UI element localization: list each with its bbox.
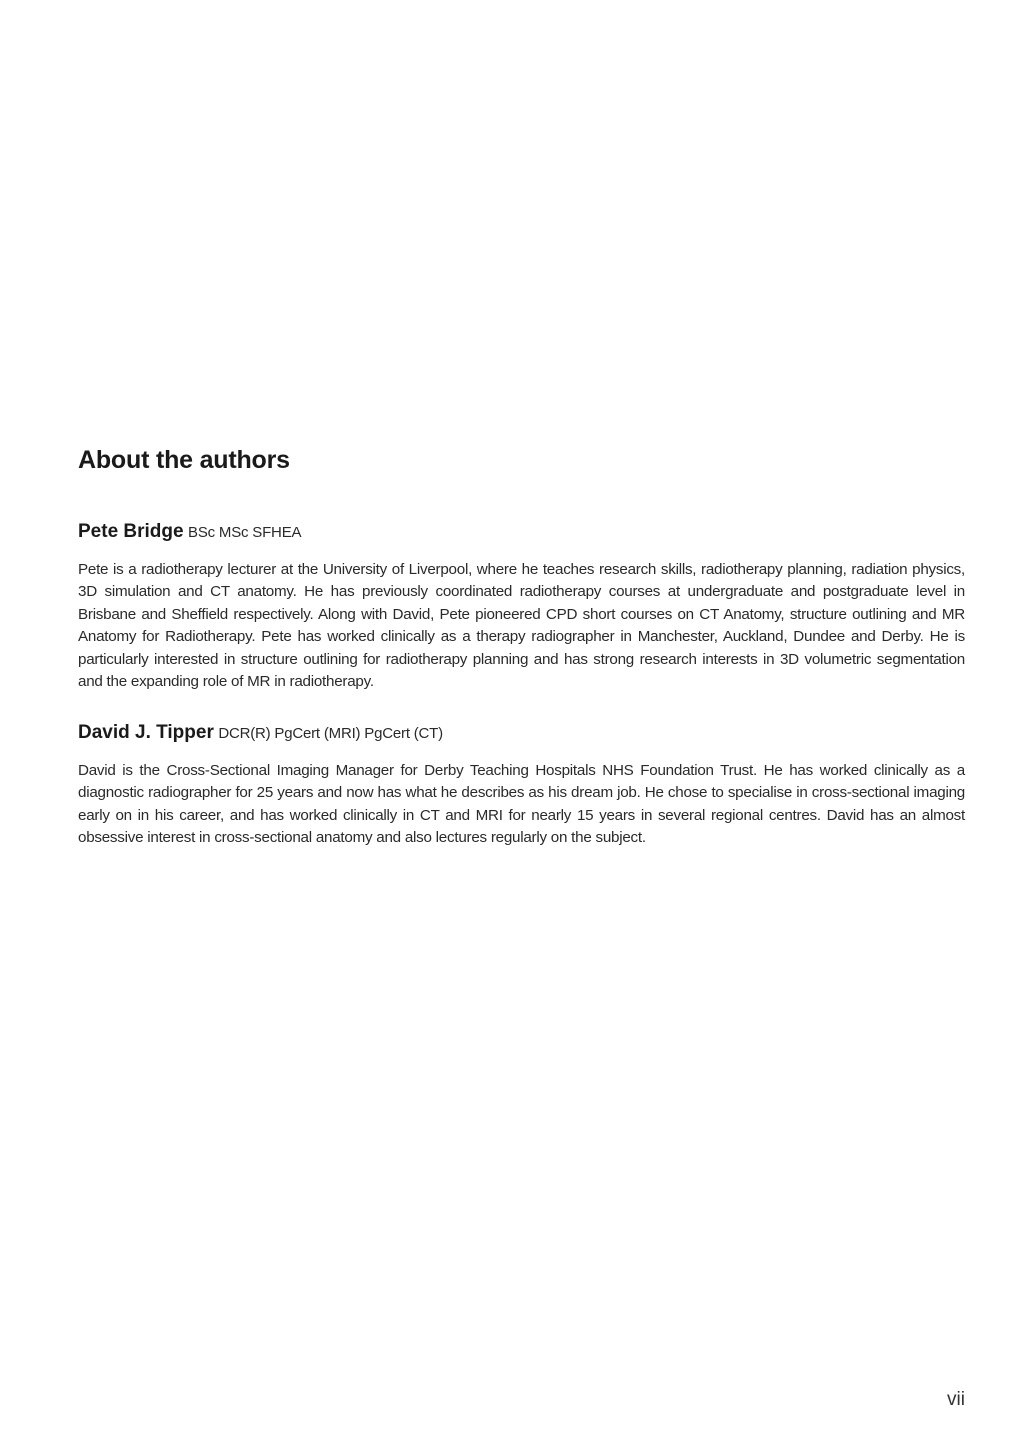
author-heading	[78, 520, 965, 545]
author-entry-david-tipper	[78, 721, 965, 850]
author-entry-pete-bridge	[78, 520, 965, 693]
author-name: Pete Bridge	[78, 521, 184, 542]
section-title: About the authors	[78, 446, 290, 474]
author-bio: Pete is a radiotherapy lecturer at the University of Liverpool, where he teaches research skills, radiotherapy planning, radiation physics, 3D simulation and CT anatomy. He has previously coordinated radiotherapy courses at undergraduate and postgraduate level in Brisbane and Sheffield respectively. Along with David, Pete pioneered CPD short courses on CT Anatomy, structure outlining and MR Anatomy for Radiotherapy. Pete has worked clinically as a therapy radiographer in Manchester, Auckland, Dundee and Derby. He is particularly interested in structure outlining for radiotherapy planning and has strong research interests in 3D volumetric segmentation and the expanding role of MR in radiotherapy.	[78, 561, 965, 691]
author-name: David J. Tipper	[78, 722, 214, 743]
author-qualifications: DCR(R) PgCert (MRI) PgCert (CT)	[218, 725, 443, 742]
author-bio: David is the Cross-Sectional Imaging Manager for Derby Teaching Hospitals NHS Foundation Trust. He has worked clinically as a diagnostic radiographer for 25 years and now has what he describes as his dream job. He chose to specialise in cross-sectional imaging early on in his career, and has worked clinically in CT and MRI for nearly 15 years in several regional centres. David has an almost obsessive interest in cross-sectional anatomy and also lectures regularly on the subject.	[78, 762, 965, 847]
author-qualifications: BSc MSc SFHEA	[188, 524, 302, 541]
author-heading	[78, 721, 965, 746]
page-number: vii	[947, 1389, 965, 1410]
